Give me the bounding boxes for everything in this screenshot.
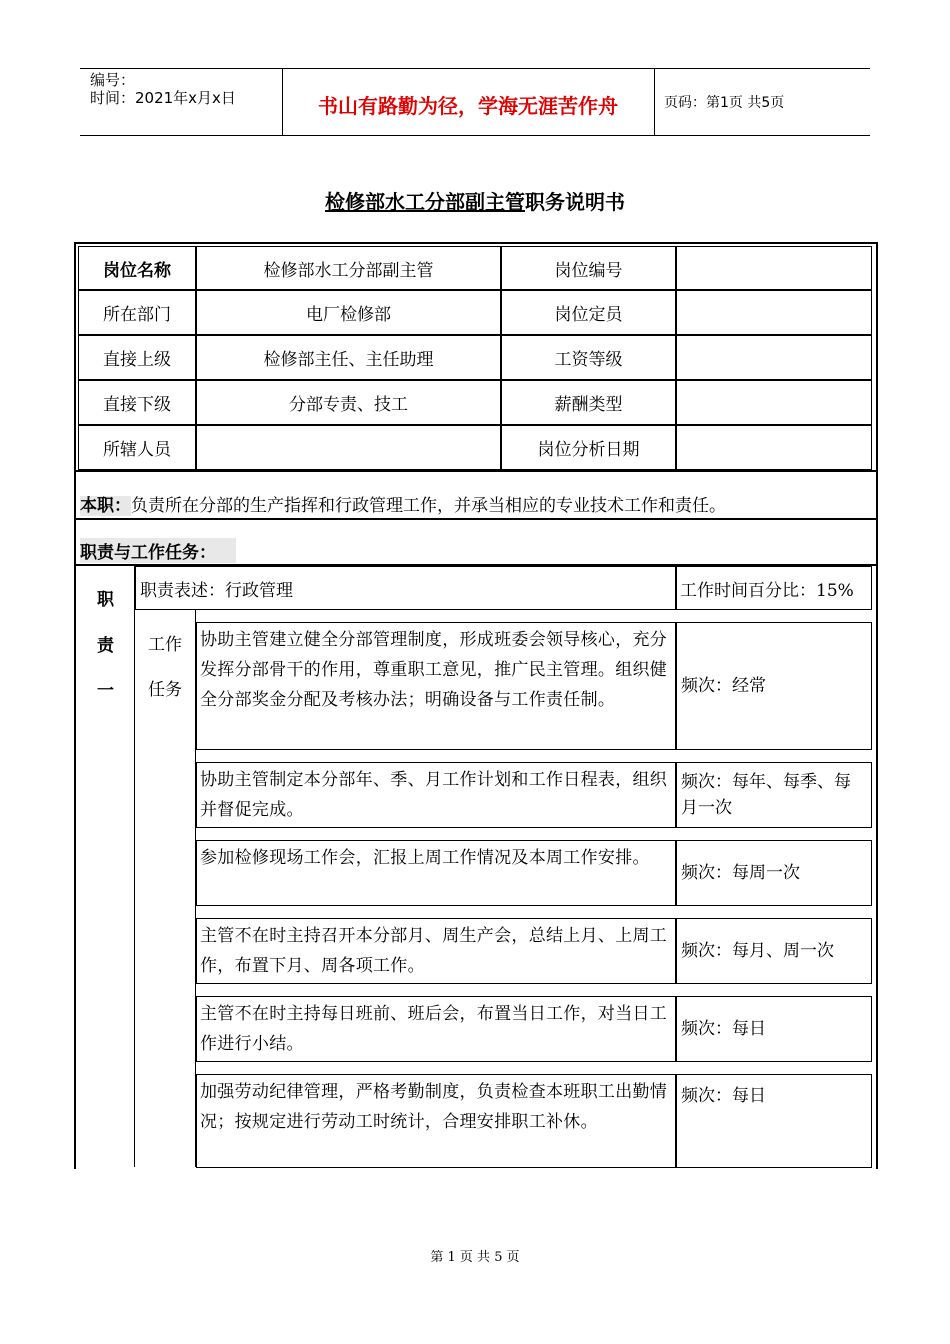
info-label: 岗位名称 — [78, 246, 196, 290]
number-label: 编号： — [90, 71, 136, 89]
task-item: 加强劳动纪律管理，严格考勤制度，负责检查本班职工出勤情况；按规定进行劳动工时统计，合理安排职工补休。 — [196, 1074, 676, 1168]
info-value: 检修部水工分部副主管 — [196, 246, 501, 290]
task-item: 主管不在时主持召开本分部月、周生产会，总结上月、上周工作，布置下月、周各项工作。 — [196, 918, 676, 984]
header-divider — [654, 68, 655, 136]
task-frequency: 频次：每年、每季、每月一次 — [676, 762, 872, 828]
info-value — [676, 380, 872, 425]
info-value: 检修部主任、主任助理 — [196, 335, 501, 380]
info-value — [676, 290, 872, 335]
header-bottom-rule — [80, 135, 870, 136]
section-label-column — [78, 566, 135, 1167]
duty-row — [80, 491, 726, 516]
header-meta — [90, 71, 236, 107]
row-divider — [74, 518, 876, 520]
info-value — [196, 425, 501, 470]
task-frequency: 频次：经常 — [676, 622, 872, 750]
document-header — [80, 68, 870, 136]
task-frequency: 频次：每日 — [676, 1074, 872, 1168]
task-item: 主管不在时主持每日班前、班后会，布置当日工作，对当日工作进行小结。 — [196, 996, 676, 1062]
section-label-char: 职 — [97, 590, 114, 610]
page-footer: 第 1 页 共 5 页 — [430, 1250, 520, 1265]
duty-description: 职责表述：行政管理 — [135, 566, 676, 610]
task-item: 协助主管建立健全分部管理制度，形成班委会领导核心，充分发挥分部骨干的作用，尊重职工意见，推广民主管理。组织健全分部奖金分配及考核办法；明确设备与工作责任制。 — [196, 622, 676, 750]
task-label: 工作 — [148, 635, 182, 655]
time-label: 时间：2021年x月x日 — [90, 89, 236, 107]
info-label: 薪酬类型 — [501, 380, 676, 425]
info-label: 直接上级 — [78, 335, 196, 380]
task-item: 参加检修现场工作会，汇报上周工作情况及本周工作安排。 — [196, 840, 676, 906]
info-label: 岗位分析日期 — [501, 425, 676, 470]
row-divider — [74, 470, 876, 472]
info-label: 岗位编号 — [501, 246, 676, 290]
title-rest: 职务说明书 — [525, 190, 625, 214]
task-item: 协助主管制定本分部年、季、月工作计划和工作日程表，组织并督促完成。 — [196, 762, 676, 828]
info-label: 岗位定员 — [501, 290, 676, 335]
time-percentage: 工作时间百分比：15% — [676, 566, 872, 610]
info-value — [676, 425, 872, 470]
title-underlined: 检修部水工分部副主管 — [325, 190, 525, 214]
page-title — [0, 186, 950, 215]
info-label: 所辖人员 — [78, 425, 196, 470]
header-top-rule — [80, 68, 870, 69]
duty-label: 本职： — [80, 496, 131, 516]
info-value — [676, 335, 872, 380]
info-label: 工资等级 — [501, 335, 676, 380]
duty-text: 负责所在分部的生产指挥和行政管理工作，并承当相应的专业技术工作和责任。 — [131, 496, 726, 516]
tasks-header: 职责与工作任务： — [80, 538, 236, 563]
info-value: 电厂检修部 — [196, 290, 501, 335]
info-value — [676, 246, 872, 290]
info-value: 分部专责、技工 — [196, 380, 501, 425]
info-label: 所在部门 — [78, 290, 196, 335]
info-label: 直接下级 — [78, 380, 196, 425]
section-label-char: 责 — [97, 636, 114, 656]
task-frequency: 频次：每月、周一次 — [676, 918, 872, 984]
header-page-info: 页码：第1页 共5页 — [664, 95, 785, 111]
header-motto: 书山有路勤为径，学海无涯苦作舟 — [318, 94, 618, 118]
task-frequency: 频次：每周一次 — [676, 840, 872, 906]
section-label-char: 一 — [97, 681, 114, 701]
task-label: 任务 — [148, 680, 182, 700]
task-frequency: 频次：每日 — [676, 996, 872, 1062]
